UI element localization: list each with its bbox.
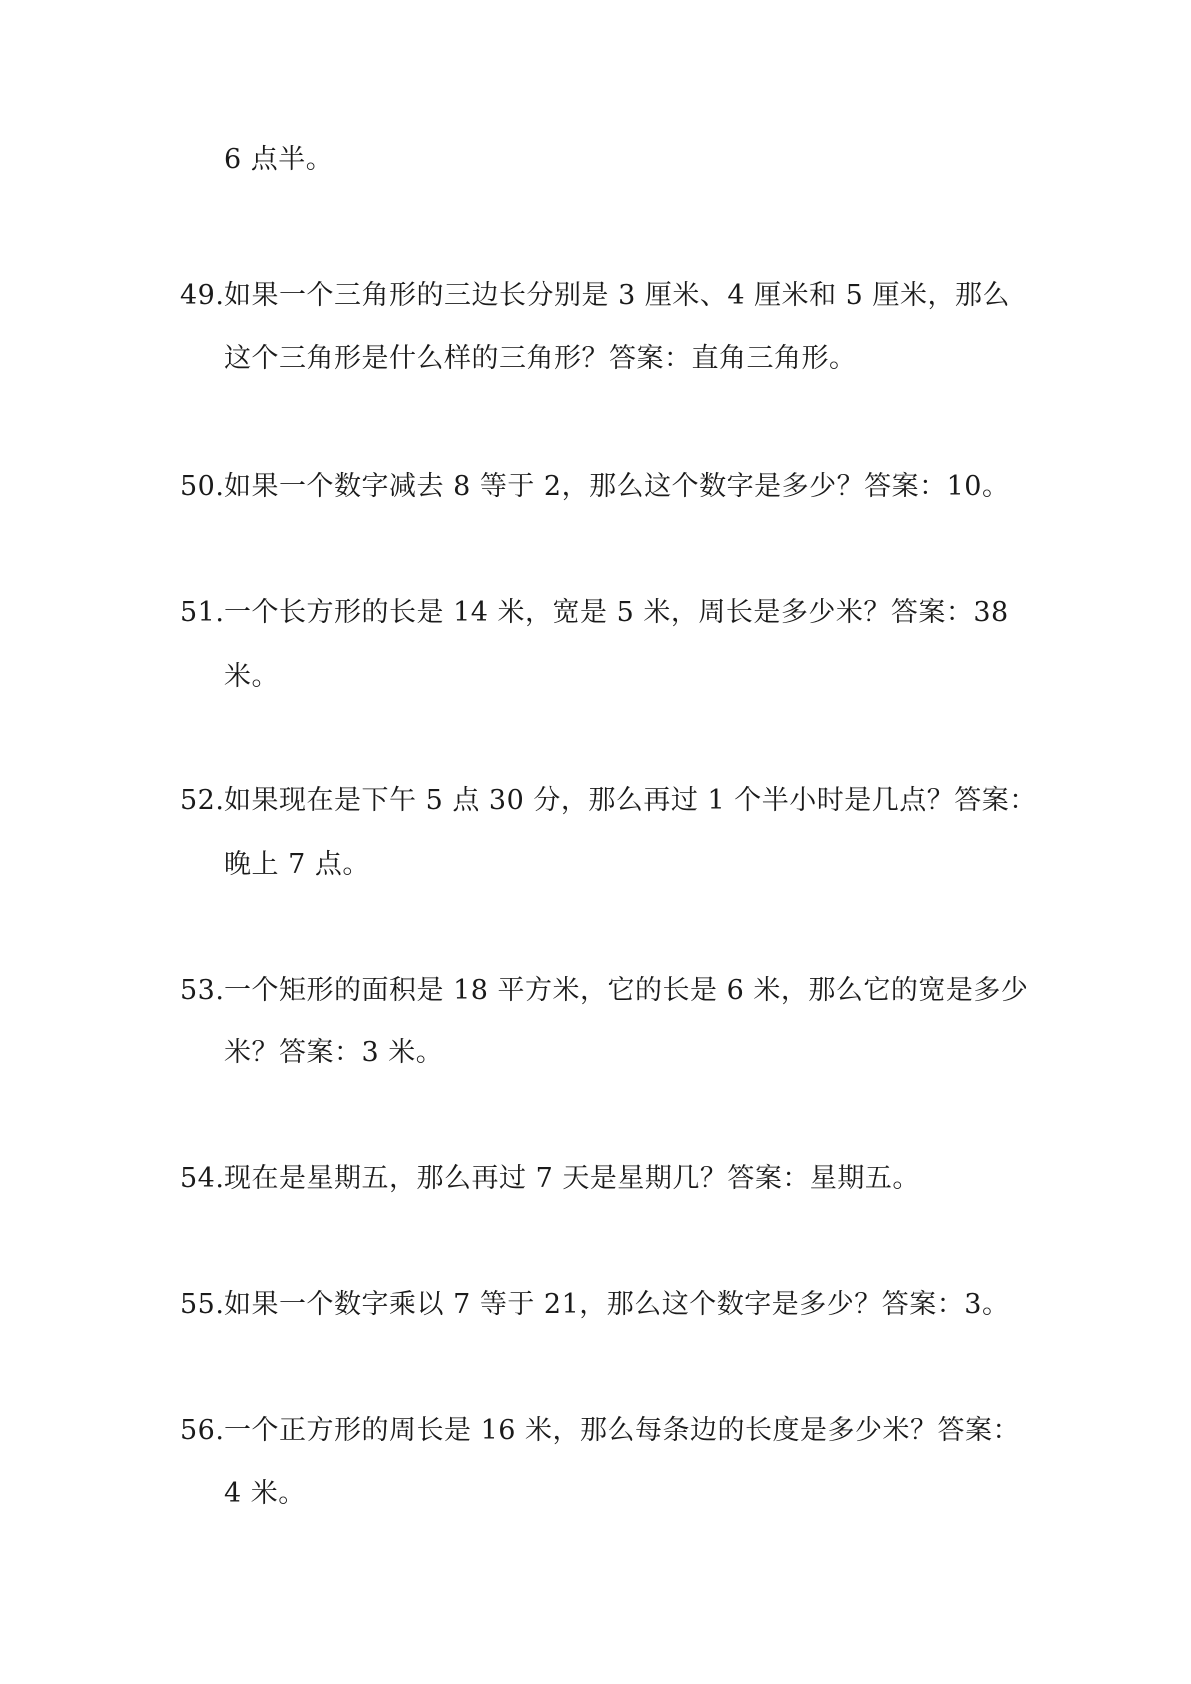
question-50-line-1	[180, 470, 1009, 504]
question-number: 50.	[180, 471, 225, 502]
question-55-line-1	[180, 1288, 1009, 1322]
question-number: 55.	[180, 1289, 225, 1320]
question-53-line-2: 米？答案：3 米。	[224, 1037, 444, 1068]
question-text: 一个正方形的周长是 16 米，那么每条边的长度是多少米？答案：	[224, 1415, 1021, 1446]
question-text: 如果现在是下午 5 点 30 分，那么再过 1 个半小时是几点？答案：	[224, 785, 1037, 816]
question-number: 51.	[180, 597, 225, 628]
question-text: 一个长方形的长是 14 米，宽是 5 米，周长是多少米？答案：38	[224, 597, 1009, 628]
question-number: 53.	[180, 975, 225, 1006]
question-52-line-2: 晚上 7 点。	[224, 849, 370, 880]
question-number: 54.	[180, 1163, 225, 1194]
question-53-line-1	[180, 974, 1028, 1008]
question-number: 52.	[180, 785, 225, 816]
question-text: 一个矩形的面积是 18 平方米，它的长是 6 米，那么它的宽是多少	[224, 975, 1029, 1006]
question-text: 如果一个三角形的三边长分别是 3 厘米、4 厘米和 5 厘米，那么	[224, 280, 1010, 311]
continuation-line: 6 点半。	[224, 144, 334, 175]
question-text: 现在是星期五，那么再过 7 天是星期几？答案：星期五。	[224, 1163, 920, 1194]
question-52-line-1	[180, 784, 1037, 818]
question-54-line-1	[180, 1162, 920, 1196]
question-56-line-1	[180, 1414, 1020, 1448]
question-49-line-2: 这个三角形是什么样的三角形？答案：直角三角形。	[224, 343, 857, 374]
question-number: 56.	[180, 1415, 225, 1446]
question-51-line-2: 米。	[224, 661, 279, 692]
question-49-line-1	[180, 279, 1010, 313]
question-51-line-1	[180, 596, 1009, 630]
question-56-line-2: 4 米。	[224, 1478, 306, 1509]
question-text: 如果一个数字减去 8 等于 2，那么这个数字是多少？答案：10。	[224, 471, 1010, 502]
question-text: 如果一个数字乘以 7 等于 21，那么这个数字是多少？答案：3。	[224, 1289, 1010, 1320]
question-number: 49.	[180, 280, 225, 311]
